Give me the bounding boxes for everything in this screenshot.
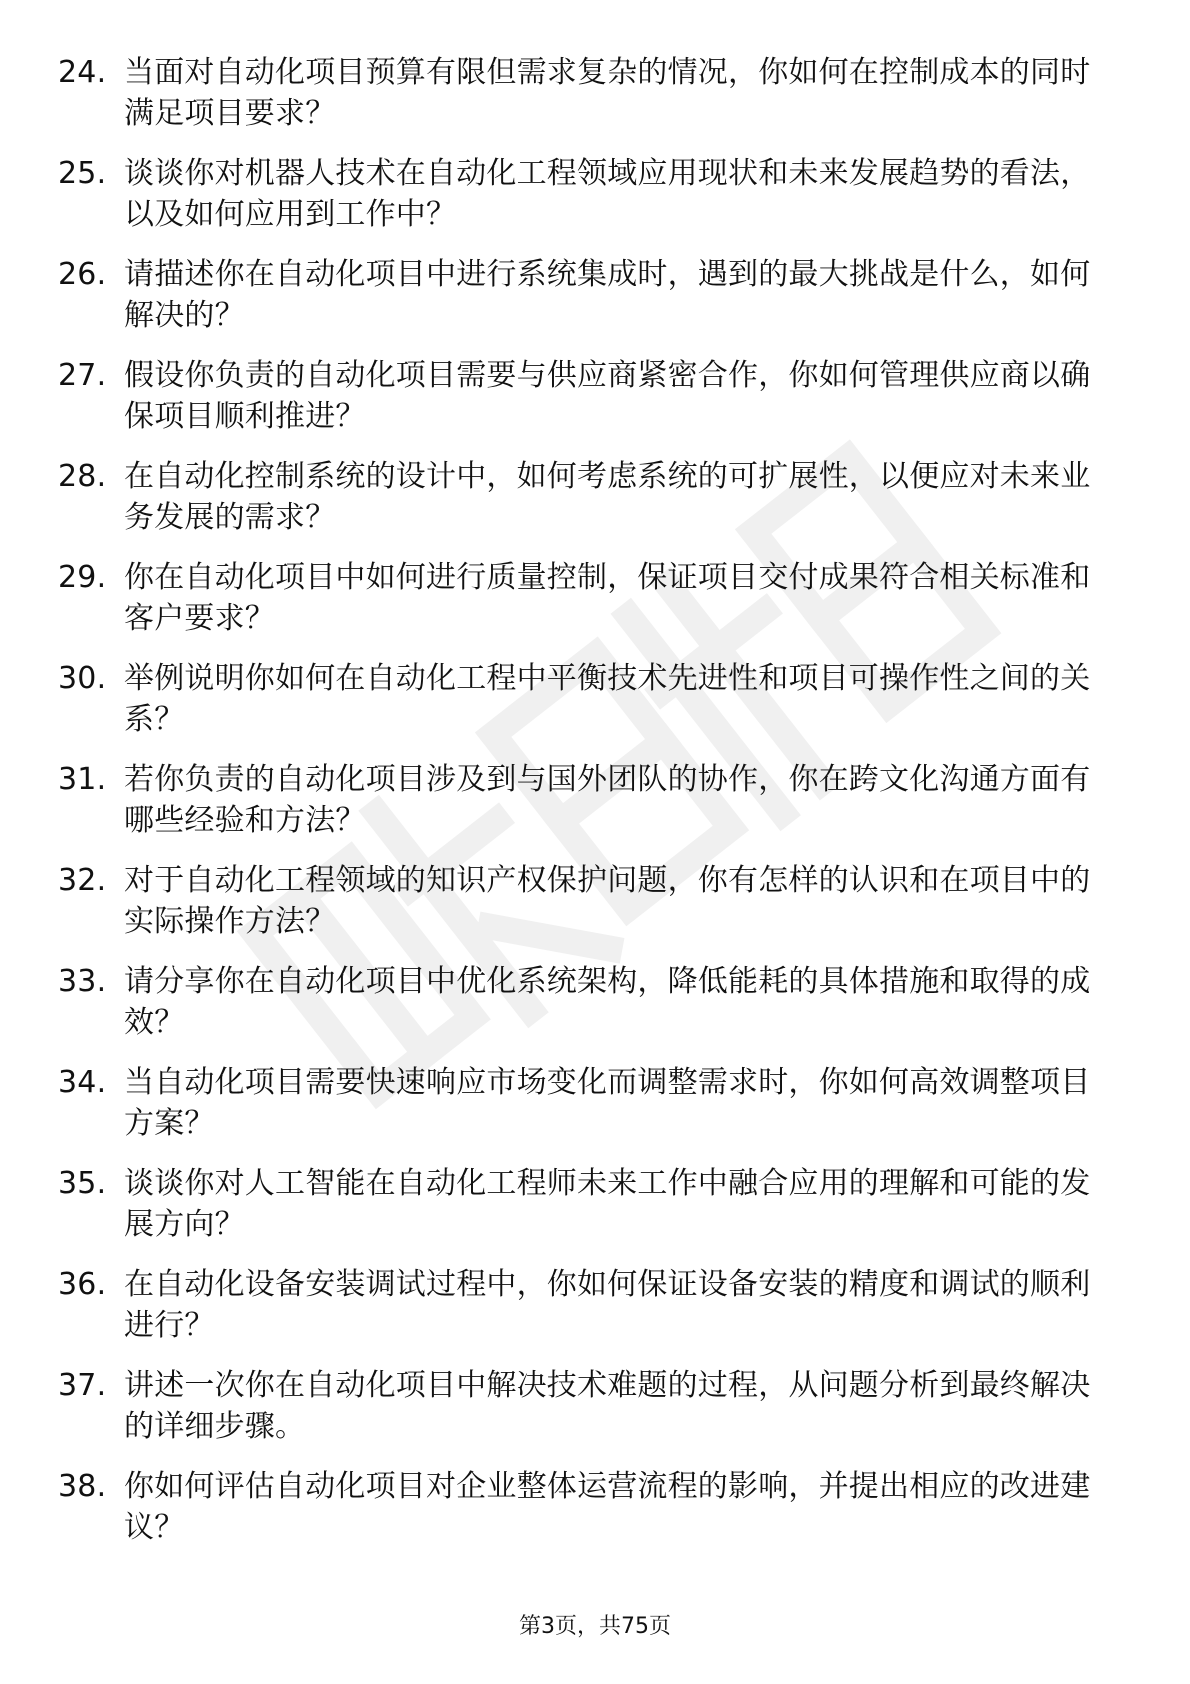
question-item [58,658,1108,740]
question-item [58,1466,1108,1548]
question-number: 25. [58,156,107,191]
question-number: 37. [58,1368,107,1403]
question-number: 27. [58,358,107,393]
question-number: 34. [58,1065,107,1100]
question-text: 谈谈你对机器人技术在自动化工程领域应用现状和未来发展趋势的看法，以及如何应用到工作中？ [124,156,1091,232]
question-text: 你在自动化项目中如何进行质量控制，保证项目交付成果符合相关标准和客户要求？ [124,560,1091,636]
question-text: 请描述你在自动化项目中进行系统集成时，遇到的最大挑战是什么，如何解决的？ [124,257,1091,333]
question-number: 36. [58,1267,107,1302]
question-number: 31. [58,762,107,797]
question-item [58,254,1108,336]
question-text: 谈谈你对人工智能在自动化工程师未来工作中融合应用的理解和可能的发展方向？ [124,1166,1091,1242]
question-text: 当面对自动化项目预算有限但需求复杂的情况，你如何在控制成本的同时满足项目要求？ [124,55,1091,131]
question-item [58,1062,1108,1144]
question-text: 你如何评估自动化项目对企业整体运营流程的影响，并提出相应的改进建议？ [124,1469,1091,1545]
question-item [58,355,1108,437]
question-item [58,557,1108,639]
question-text: 请分享你在自动化项目中优化系统架构，降低能耗的具体措施和取得的成效？ [124,964,1091,1040]
question-text: 讲述一次你在自动化项目中解决技术难题的过程，从问题分析到最终解决的详细步骤。 [124,1368,1091,1444]
question-text: 当自动化项目需要快速响应市场变化而调整需求时，你如何高效调整项目方案？ [124,1065,1091,1141]
question-item [58,1264,1108,1346]
question-item [58,52,1108,134]
question-item [58,961,1108,1043]
question-text: 在自动化设备安装调试过程中，你如何保证设备安装的精度和调试的顺利进行？ [124,1267,1091,1343]
question-text: 举例说明你如何在自动化工程中平衡技术先进性和项目可操作性之间的关系？ [124,661,1091,737]
question-number: 29. [58,560,107,595]
question-text: 对于自动化工程领域的知识产权保护问题，你有怎样的认识和在项目中的实际操作方法？ [124,863,1091,939]
question-number: 30. [58,661,107,696]
question-number: 35. [58,1166,107,1201]
question-number: 38. [58,1469,107,1504]
question-item [58,860,1108,942]
question-text: 假设你负责的自动化项目需要与供应商紧密合作，你如何管理供应商以确保项目顺利推进？ [124,358,1091,434]
question-item [58,1163,1108,1245]
question-number: 33. [58,964,107,999]
question-item [58,153,1108,235]
question-text: 在自动化控制系统的设计中，如何考虑系统的可扩展性，以便应对未来业务发展的需求？ [124,459,1091,535]
question-list [58,52,1108,1567]
question-number: 26. [58,257,107,292]
question-item [58,759,1108,841]
question-text: 若你负责的自动化项目涉及到与国外团队的协作，你在跨文化沟通方面有哪些经验和方法？ [124,762,1091,838]
question-item [58,456,1108,538]
question-item [58,1365,1108,1447]
question-number: 28. [58,459,107,494]
page-footer: 第3页，共75页 [519,1614,671,1639]
question-number: 24. [58,55,107,90]
question-number: 32. [58,863,107,898]
